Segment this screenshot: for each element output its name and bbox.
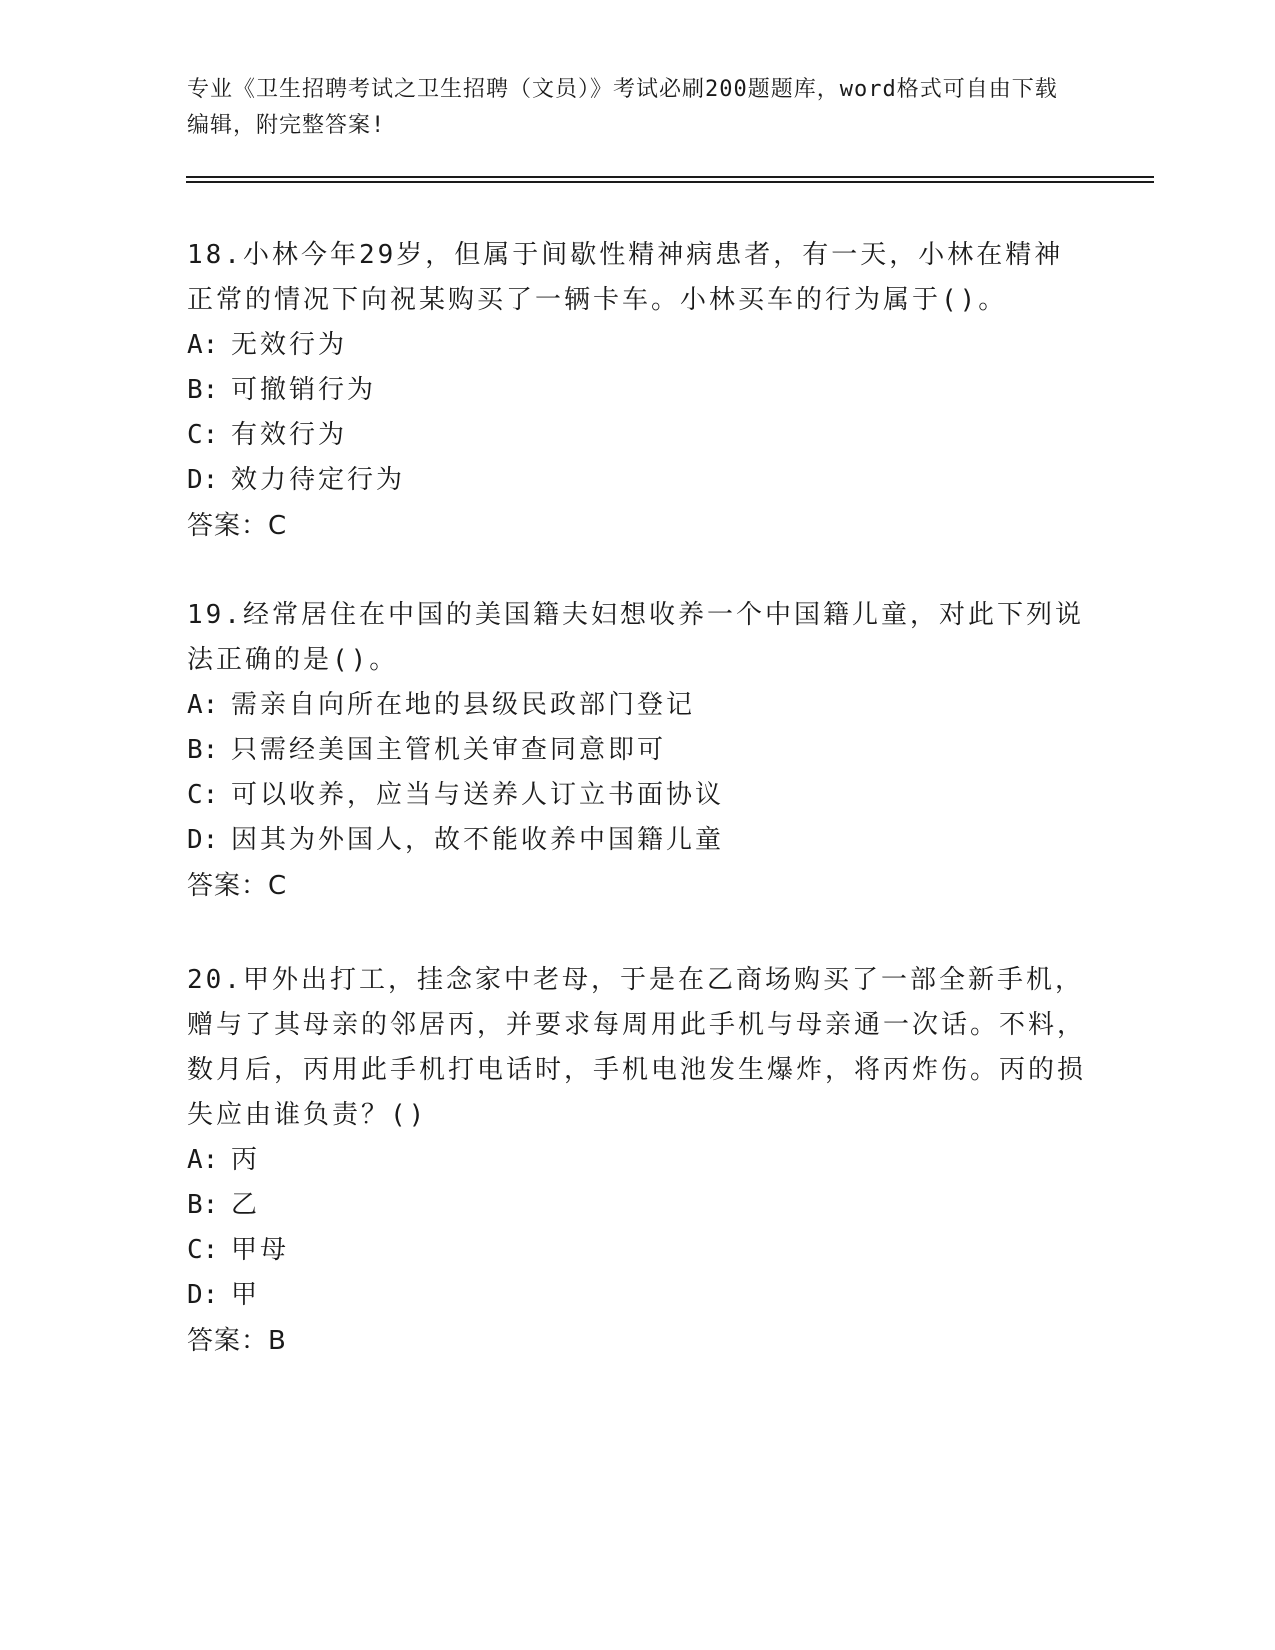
option-c [187,1228,1087,1273]
option-letter: A: [187,1145,219,1175]
option-letter: D: [187,465,219,495]
option-letter: C: [187,1235,219,1265]
option-a [187,683,1087,728]
option-d [187,458,1087,503]
option-letter: C: [187,420,219,450]
option-letter: A: [187,690,219,720]
option-a [187,1138,1087,1183]
option-d [187,1273,1087,1318]
option-letter: C: [187,780,219,810]
option-b [187,728,1087,773]
option-b [187,1183,1087,1228]
option-text: 甲 [231,1280,261,1310]
option-text: 效力待定行为 [231,465,406,495]
option-text: 无效行为 [231,330,348,360]
option-text: 只需经美国主管机关审查同意即可 [231,735,667,765]
question-text: 18.小林今年29岁，但属于间歇性精神病患者，有一天，小林在精神正常的情况下向祝某购买了一辆卡车。小林买车的行为属于()。 [187,240,1064,315]
option-letter: B: [187,1190,219,1220]
option-text: 乙 [231,1190,261,1220]
option-text: 有效行为 [231,420,348,450]
answer-line: 答案：C [187,871,288,901]
option-d [187,818,1087,863]
option-a [187,323,1087,368]
option-text: 甲母 [231,1235,290,1265]
answer-line: 答案：C [187,511,288,541]
option-letter: B: [187,735,219,765]
option-letter: A: [187,330,219,360]
option-letter: D: [187,1280,219,1310]
question-18 [187,233,1087,549]
option-letter: D: [187,825,219,855]
header-divider-bottom [186,181,1154,183]
header-divider-top [186,176,1154,178]
option-text: 丙 [231,1145,261,1175]
question-19 [187,593,1087,909]
answer-line: 答案：B [187,1326,287,1356]
option-letter: B: [187,375,219,405]
document-header: 专业《卫生招聘考试之卫生招聘（文员）》考试必刷200题题库，word格式可自由下载编辑，附完整答案! [187,77,1058,138]
question-text: 19.经常居住在中国的美国籍夫妇想收养一个中国籍儿童，对此下列说法正确的是()。 [187,600,1084,675]
question-text: 20.甲外出打工，挂念家中老母，于是在乙商场购买了一部全新手机，赠与了其母亲的邻居丙，并要求每周用此手机与母亲通一次话。不料，数月后，丙用此手机打电话时，手机电池发生爆炸，将丙炸伤。丙的损失应由谁负责？() [187,965,1087,1130]
option-c [187,773,1087,818]
option-text: 因其为外国人，故不能收养中国籍儿童 [231,825,725,855]
option-text: 需亲自向所在地的县级民政部门登记 [231,690,696,720]
option-c [187,413,1087,458]
question-20 [187,958,1087,1364]
option-text: 可以收养，应当与送养人订立书面协议 [231,780,725,810]
option-text: 可撤销行为 [231,375,377,405]
option-b [187,368,1087,413]
